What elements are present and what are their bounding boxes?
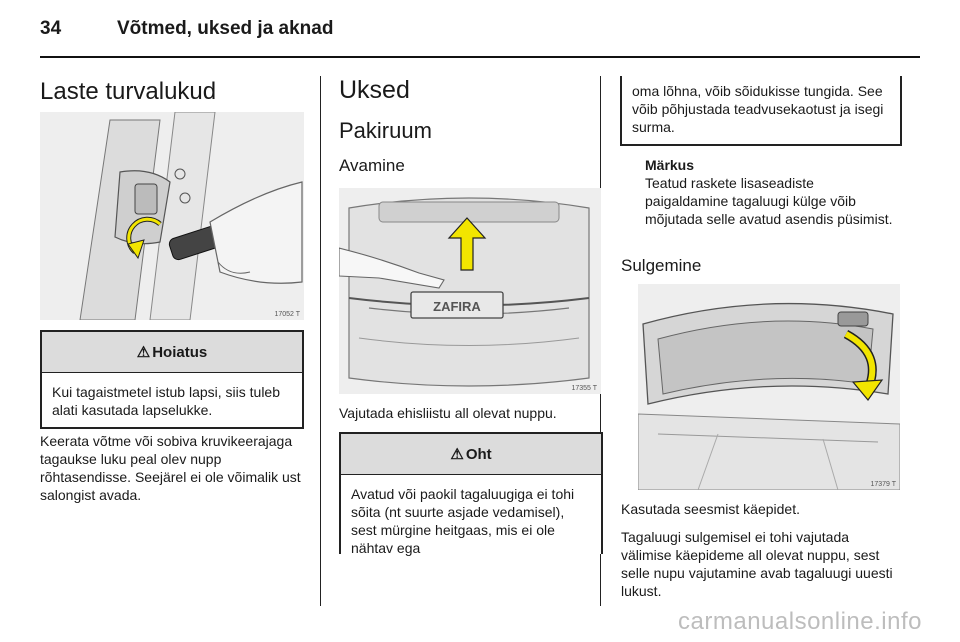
section-title-closing: Sulgemine <box>621 256 702 275</box>
zafira-badge: ZAFIRA <box>433 299 481 314</box>
subsection-title-luggage: Pakiruum <box>339 118 432 143</box>
warning-triangle-icon: ⚠ <box>136 344 151 361</box>
warning-title: Oht <box>465 445 492 463</box>
section-title-child-locks: Laste turvalukud <box>40 78 217 105</box>
warning-box-danger <box>339 432 603 554</box>
figure-child-lock <box>40 112 304 320</box>
tailgate-close-illustration <box>638 284 900 490</box>
warning-body: Kui tagaistmetel istub lapsi, siis tuleb alati kasutada lapselukke. <box>52 384 280 418</box>
warning-triangle-icon: ⚠ <box>450 446 464 463</box>
figure-code: 17355 T <box>571 385 597 392</box>
child-lock-illustration <box>40 112 304 320</box>
sub-subsection-title-opening: Avamine <box>339 156 405 175</box>
warning-header <box>341 432 601 475</box>
tailgate-illustration <box>339 188 601 394</box>
column-divider-1 <box>320 76 321 606</box>
figure-code: 17379 T <box>870 481 896 488</box>
note-body: Teatud raskete lisaseadiste paigaldamine tagaluugi külge võib mõjutada selle avatud asendis püsimist. <box>645 175 893 227</box>
warning-header <box>42 330 302 373</box>
figure-code: 17052 T <box>274 311 300 318</box>
warning-title: Hoiatus <box>152 343 208 361</box>
figure-tailgate-open <box>339 188 601 394</box>
paragraph-press-button: Vajutada ehisliistu all olevat nuppu. <box>339 405 557 421</box>
section-title-doors: Uksed <box>339 76 410 104</box>
warning-body: Avatud või paokil tagaluugiga ei tohi sõita (nt suurte asjade vedamisel), sest mürgine heitgaas, mis ei ole nähtav ega <box>351 486 575 556</box>
warning-body-continued: oma lõhna, võib sõidukisse tungida. See võib põhjustada teadvusekaotust ja isegi surma. <box>632 83 884 135</box>
page-number: 34 <box>40 18 62 39</box>
warning-box-child-locks <box>40 330 304 429</box>
figure-tailgate-close <box>638 284 900 490</box>
note-title: Märkus <box>645 157 695 173</box>
paragraph-closing-info: Tagaluugi sulgemisel ei tohi vajutada välimise käepideme all olevat nuppu, sest selle nupu vajutamine avab tagaluugi uuesti lukust. <box>621 529 893 599</box>
chapter-title: Võtmed, uksed ja aknad <box>117 18 334 39</box>
warning-box-continued <box>620 76 902 146</box>
header-rule <box>40 56 920 58</box>
paragraph-use-handle: Kasutada seesmist käepidet. <box>621 501 800 517</box>
paragraph-child-locks: Keerata võtme või sobiva kruvikeerajaga tagaukse luku peal olev nupp rõhtasendisse. Seejärel ei ole võimalik ust salongist avada. <box>40 433 301 503</box>
watermark: carmanualsonline.info <box>678 608 922 635</box>
